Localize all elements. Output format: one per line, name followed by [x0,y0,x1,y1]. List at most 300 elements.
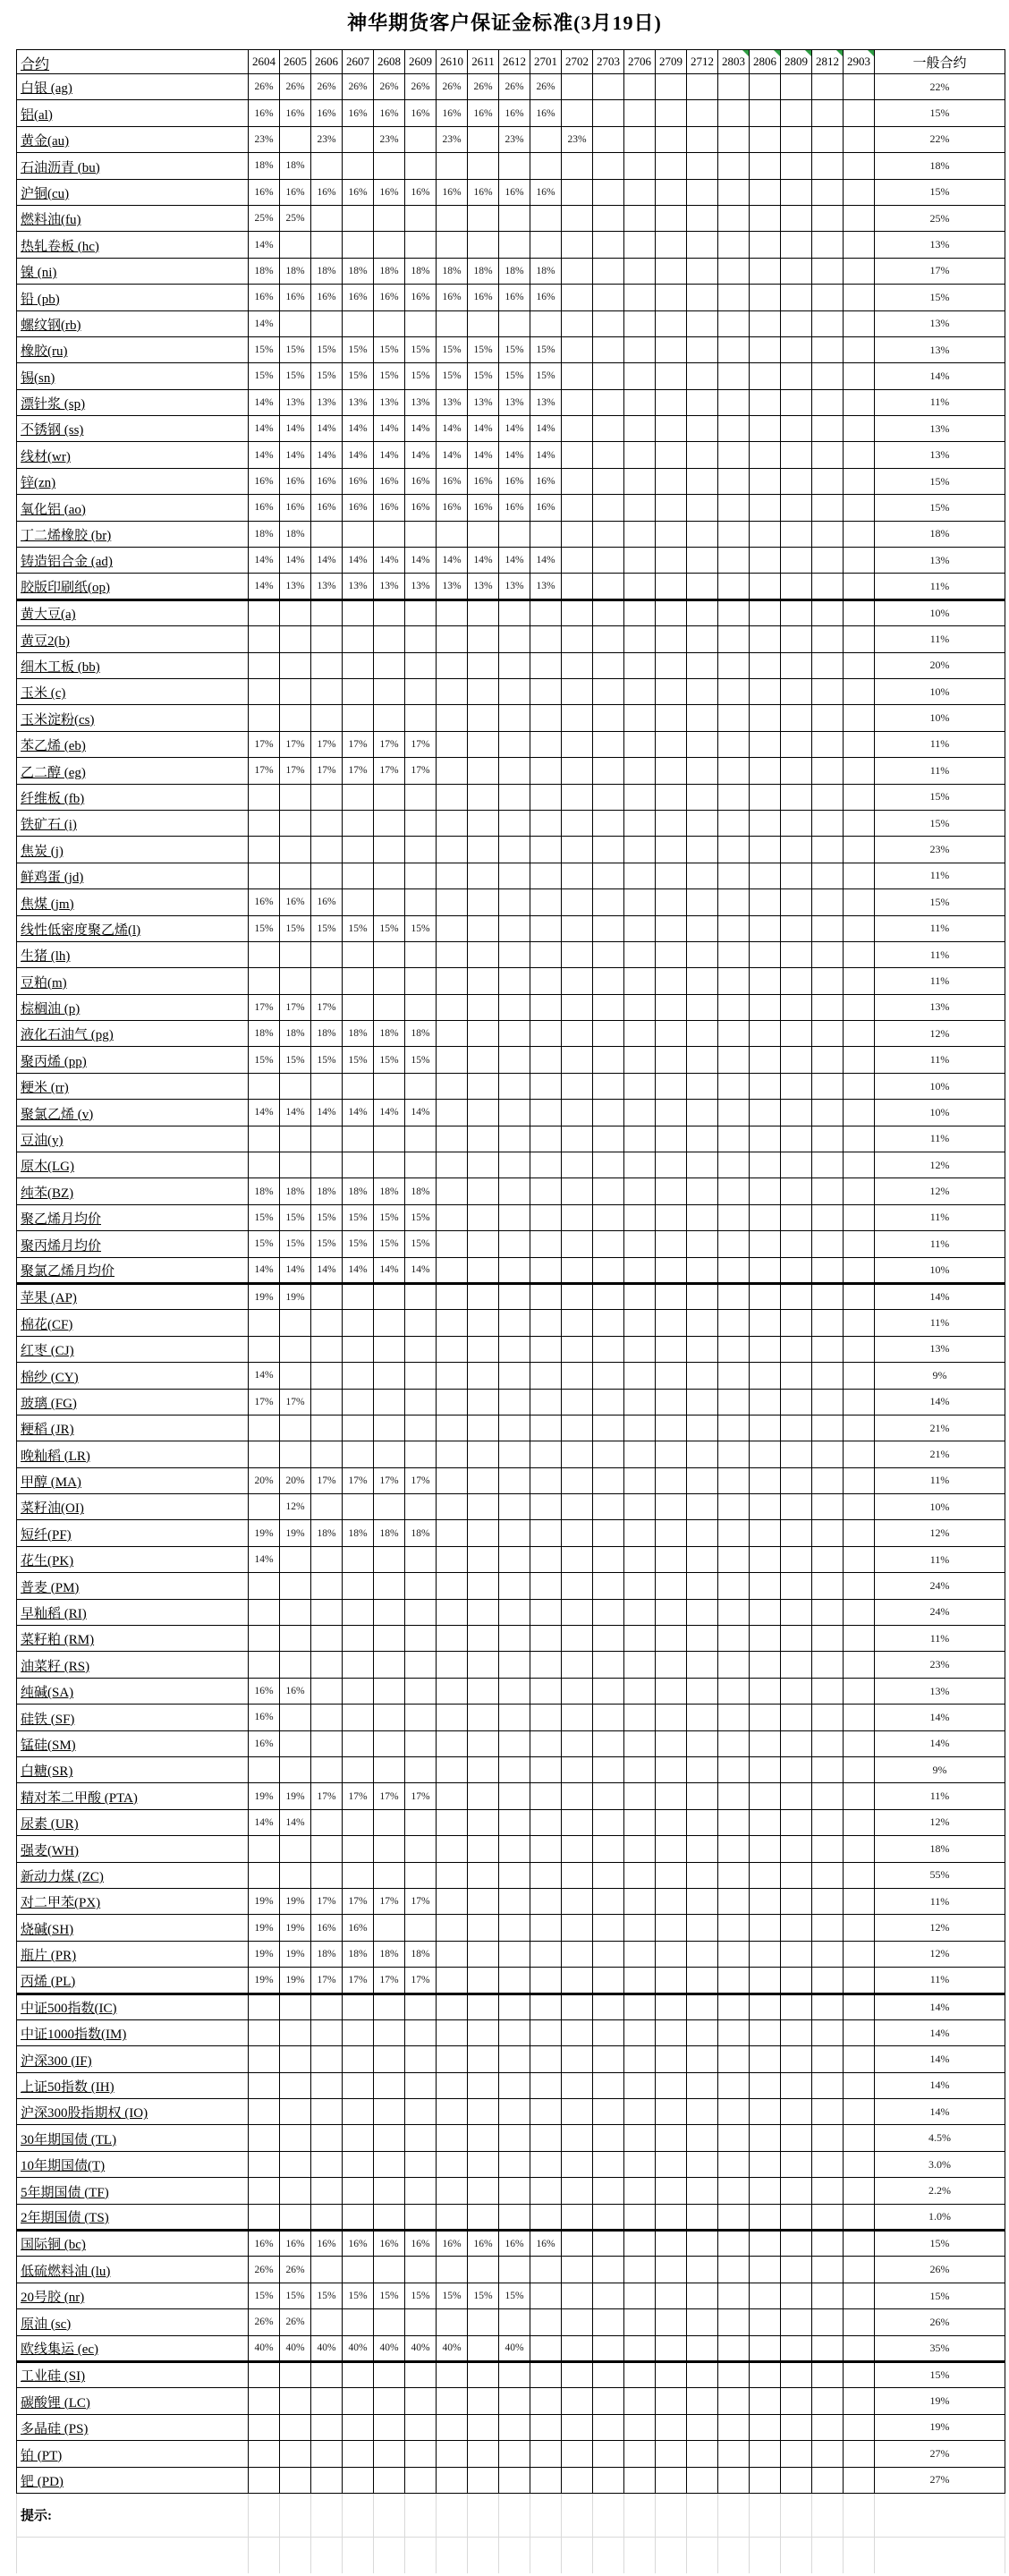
margin-rate-cell [844,1494,875,1520]
margin-rate-cell: 16% [374,495,405,521]
margin-rate-cell: 14% [405,548,437,574]
month-column-header: 2608 [374,50,405,74]
margin-rate-cell [624,574,656,599]
margin-rate-cell [624,652,656,678]
margin-rate-cell [781,2178,812,2204]
margin-rate-cell [812,1363,844,1389]
margin-rate-cell [593,310,624,336]
margin-rate-cell [280,1599,311,1625]
margin-rate-cell [750,1494,781,1520]
margin-rate-cell: 18% [405,258,437,284]
margin-rate-cell [812,1204,844,1230]
margin-rate-cell [812,495,844,521]
margin-rate-cell [687,2309,718,2335]
margin-rate-cell [530,1047,562,1073]
empty-grid-cell [374,2493,405,2537]
contract-name-cell: 30年期国债 (TL) [17,2125,249,2151]
margin-rate-cell [781,2335,812,2361]
general-margin-cell: 27% [875,2467,1005,2493]
margin-rate-cell [530,2309,562,2335]
table-row [17,1599,1005,1625]
margin-rate-cell [499,2414,530,2440]
margin-rate-cell [656,626,687,652]
margin-rate-cell [844,1310,875,1336]
margin-rate-cell [437,1021,468,1047]
margin-rate-cell [499,1546,530,1572]
margin-rate-cell: 16% [249,468,280,494]
margin-rate-cell [499,1363,530,1389]
margin-rate-cell [405,1809,437,1835]
margin-rate-cell [781,285,812,310]
table-row [17,232,1005,258]
margin-rate-cell [562,1467,593,1493]
margin-rate-cell [437,521,468,547]
margin-rate-cell [687,1652,718,1678]
general-margin-cell: 3.0% [875,2151,1005,2177]
margin-rate-cell [280,1862,311,1888]
margin-rate-cell [405,2414,437,2440]
margin-rate-cell: 15% [468,363,499,389]
margin-rate-cell [249,2414,280,2440]
margin-rate-cell [750,1836,781,1862]
general-margin-cell: 12% [875,1021,1005,1047]
margin-rate-cell [687,1573,718,1599]
margin-rate-cell: 14% [374,548,405,574]
margin-rate-cell: 19% [280,1783,311,1809]
general-margin-cell: 14% [875,2019,1005,2045]
margin-rate-cell: 19% [280,1915,311,1941]
margin-rate-cell: 17% [249,758,280,784]
margin-rate-cell: 19% [280,1888,311,1914]
margin-rate-cell [844,1994,875,2019]
margin-rate-cell [280,626,311,652]
margin-rate-cell [781,994,812,1020]
table-row [17,1283,1005,1309]
margin-rate-cell [593,1757,624,1783]
margin-rate-cell [562,941,593,967]
margin-rate-cell [593,521,624,547]
margin-rate-cell [311,1573,343,1599]
margin-rate-cell [530,2046,562,2072]
margin-rate-cell [530,2335,562,2361]
margin-rate-cell: 15% [280,1231,311,1257]
margin-rate-cell [468,2178,499,2204]
margin-rate-cell [374,678,405,704]
margin-rate-cell [593,574,624,599]
table-row [17,1888,1005,1914]
margin-rate-cell: 16% [437,179,468,205]
margin-rate-cell [687,1152,718,1178]
margin-rate-cell: 14% [468,442,499,468]
margin-rate-cell [624,2257,656,2283]
margin-rate-cell [812,863,844,888]
margin-rate-cell [781,1415,812,1441]
margin-rate-cell [437,1441,468,1467]
margin-rate-cell [750,2099,781,2125]
margin-rate-cell [718,1047,750,1073]
contract-name-cell: 原木(LG) [17,1152,249,1178]
margin-rate-cell [750,2231,781,2257]
margin-rate-cell [781,1915,812,1941]
margin-rate-cell [812,2414,844,2440]
margin-rate-cell [280,2019,311,2045]
margin-rate-cell [844,652,875,678]
margin-rate-cell: 14% [249,232,280,258]
contract-name-cell: 短纤(PF) [17,1520,249,1546]
margin-rate-cell [530,2151,562,2177]
margin-rate-cell [687,678,718,704]
general-margin-cell: 15% [875,810,1005,836]
margin-rate-cell [812,678,844,704]
margin-rate-cell [374,1730,405,1756]
margin-rate-cell [562,2099,593,2125]
margin-rate-cell [593,2441,624,2467]
margin-rate-cell: 16% [311,179,343,205]
margin-rate-cell [750,863,781,888]
margin-rate-cell: 19% [249,1520,280,1546]
margin-rate-cell: 26% [280,2309,311,2335]
margin-rate-cell [530,705,562,731]
margin-rate-cell [812,1441,844,1467]
margin-rate-cell [280,1546,311,1572]
margin-rate-cell [374,1809,405,1835]
margin-rate-cell: 14% [343,548,374,574]
margin-rate-cell [656,2441,687,2467]
margin-rate-cell [750,1415,781,1441]
margin-rate-cell: 19% [249,1283,280,1309]
margin-rate-cell [249,2441,280,2467]
margin-rate-cell [656,1678,687,1704]
margin-rate-cell [656,1546,687,1572]
margin-rate-cell [781,310,812,336]
table-row [17,205,1005,231]
margin-rate-cell: 16% [280,100,311,126]
margin-rate-cell [530,1467,562,1493]
margin-rate-cell [781,915,812,941]
margin-rate-cell [624,1862,656,1888]
margin-rate-cell [343,678,374,704]
margin-rate-cell [844,1915,875,1941]
margin-rate-cell [812,941,844,967]
margin-rate-cell [750,521,781,547]
margin-rate-cell [812,2204,844,2230]
margin-rate-cell: 18% [311,1941,343,1967]
margin-rate-cell [249,1415,280,1441]
margin-rate-cell: 16% [374,179,405,205]
margin-rate-cell [280,2046,311,2072]
margin-rate-cell: 14% [374,442,405,468]
margin-rate-cell [593,416,624,442]
contract-name-cell: 粳米 (rr) [17,1073,249,1099]
margin-rate-cell: 15% [249,336,280,362]
margin-rate-cell [656,232,687,258]
margin-rate-cell [437,810,468,836]
margin-rate-cell [624,336,656,362]
margin-rate-cell [593,1546,624,1572]
table-row [17,2072,1005,2098]
margin-rate-cell [812,1705,844,1730]
table-row [17,416,1005,442]
margin-rate-cell [343,652,374,678]
margin-rate-cell [593,2361,624,2387]
margin-rate-cell [311,1836,343,1862]
margin-rate-cell: 16% [280,285,311,310]
margin-rate-cell [812,2125,844,2151]
contract-name-cell: 黄金(au) [17,126,249,152]
margin-rate-cell [781,1467,812,1493]
margin-rate-cell [343,2414,374,2440]
margin-rate-cell [844,2467,875,2493]
margin-rate-cell [624,1363,656,1389]
general-contract-column-header: 一般合约 [875,50,1005,74]
margin-rate-cell: 16% [343,179,374,205]
margin-rate-cell [750,1652,781,1678]
margin-rate-cell [530,1599,562,1625]
margin-rate-cell [280,837,311,863]
margin-rate-cell [437,731,468,757]
margin-rate-cell: 17% [311,758,343,784]
margin-rate-cell [844,2283,875,2308]
margin-rate-cell [249,2467,280,2493]
margin-rate-cell [405,1757,437,1783]
margin-rate-cell: 15% [311,336,343,362]
margin-rate-cell [812,1626,844,1652]
margin-rate-cell [656,2467,687,2493]
table-row [17,889,1005,915]
contract-name-cell: 早籼稻 (RI) [17,1599,249,1625]
margin-rate-cell [812,1126,844,1152]
table-row [17,1441,1005,1467]
margin-rate-cell [656,1283,687,1309]
margin-rate-cell [562,2046,593,2072]
margin-rate-cell [530,678,562,704]
margin-rate-cell: 15% [311,363,343,389]
margin-rate-cell [593,1336,624,1362]
margin-rate-cell [311,1599,343,1625]
margin-rate-cell [530,2283,562,2308]
table-row [17,1415,1005,1441]
margin-rate-cell [750,968,781,994]
margin-rate-cell [499,521,530,547]
month-column-header: 2709 [656,50,687,74]
margin-rate-cell: 18% [343,258,374,284]
margin-rate-cell: 17% [343,1888,374,1914]
comment-flag-icon [868,50,874,56]
margin-rate-cell: 14% [530,442,562,468]
margin-rate-cell [656,599,687,625]
margin-rate-cell [624,2441,656,2467]
margin-rate-cell [750,416,781,442]
contract-name-cell: 铸造铝合金 (ad) [17,548,249,574]
margin-rate-cell [750,1021,781,1047]
margin-rate-cell: 15% [530,363,562,389]
margin-rate-cell [687,521,718,547]
margin-rate-cell [562,2231,593,2257]
margin-rate-cell [624,784,656,810]
margin-rate-cell [530,968,562,994]
margin-rate-cell [405,1310,437,1336]
margin-rate-cell [499,1678,530,1704]
general-margin-cell: 24% [875,1573,1005,1599]
margin-rate-cell [311,1678,343,1704]
margin-rate-cell [311,837,343,863]
margin-rate-cell [781,1968,812,1994]
margin-rate-cell [750,2361,781,2387]
margin-rate-cell [718,599,750,625]
empty-grid-cell [468,2537,499,2573]
margin-rate-cell [437,1730,468,1756]
margin-rate-cell: 16% [343,2231,374,2257]
margin-rate-cell: 14% [280,1100,311,1126]
empty-grid-cell [374,2537,405,2573]
margin-rate-cell [624,153,656,179]
contract-name-cell: 热轧卷板 (hc) [17,232,249,258]
empty-grid-cell [656,2493,687,2537]
margin-rate-cell [687,1730,718,1756]
empty-grid-cell [844,2493,875,2537]
margin-rate-cell: 15% [311,1231,343,1257]
margin-rate-cell [405,2046,437,2072]
contract-name-cell: 锰硅(SM) [17,1730,249,1756]
margin-rate-cell [844,1467,875,1493]
margin-rate-cell [781,1204,812,1230]
margin-rate-cell [750,1546,781,1572]
empty-grid-cell [343,2537,374,2573]
margin-rate-cell [374,1310,405,1336]
margin-rate-cell [562,100,593,126]
margin-rate-cell [437,1705,468,1730]
margin-rate-cell: 17% [405,1783,437,1809]
margin-rate-cell [593,442,624,468]
margin-rate-cell [656,2257,687,2283]
margin-rate-cell [781,1836,812,1862]
margin-rate-cell: 16% [405,468,437,494]
margin-rate-cell [781,1283,812,1309]
table-row [17,74,1005,100]
table-row [17,1678,1005,1704]
margin-rate-cell [562,310,593,336]
margin-rate-cell: 17% [405,731,437,757]
margin-rate-cell [718,1152,750,1178]
empty-grid-cell [17,2537,249,2573]
margin-rate-cell [718,179,750,205]
margin-rate-cell [280,2072,311,2098]
margin-rate-cell [530,599,562,625]
margin-rate-cell [718,705,750,731]
margin-rate-cell [499,810,530,836]
margin-rate-cell [468,1968,499,1994]
margin-rate-cell [844,1678,875,1704]
margin-rate-cell [781,1599,812,1625]
margin-rate-cell [656,1941,687,1967]
margin-rate-cell [499,2204,530,2230]
margin-rate-cell: 15% [405,2283,437,2308]
margin-rate-cell [405,126,437,152]
margin-rate-cell [781,652,812,678]
margin-rate-cell [718,2046,750,2072]
margin-rate-cell [499,1073,530,1099]
margin-rate-cell [311,310,343,336]
margin-rate-cell [468,126,499,152]
margin-rate-cell [562,1757,593,1783]
margin-rate-cell: 15% [280,336,311,362]
margin-rate-cell: 18% [280,258,311,284]
table-row [17,2178,1005,2204]
margin-rate-cell [593,1599,624,1625]
margin-rate-cell [687,310,718,336]
margin-rate-cell: 14% [405,416,437,442]
contract-name-cell: 细木工板 (bb) [17,652,249,678]
margin-rate-cell [530,1204,562,1230]
margin-rate-cell [343,2072,374,2098]
margin-rate-cell [530,1520,562,1546]
margin-rate-cell [812,2046,844,2072]
margin-rate-cell [593,1310,624,1336]
margin-rate-cell [781,442,812,468]
empty-grid-cell [530,2493,562,2537]
margin-rate-cell: 17% [311,1968,343,1994]
margin-rate-cell [781,100,812,126]
margin-rate-cell [249,2361,280,2387]
margin-rate-cell [343,1730,374,1756]
margin-rate-cell [499,2099,530,2125]
margin-rate-cell: 17% [374,1783,405,1809]
general-margin-cell: 11% [875,1546,1005,1572]
margin-rate-cell [624,1599,656,1625]
table-row [17,599,1005,625]
margin-rate-cell [718,1546,750,1572]
table-row [17,1809,1005,1835]
margin-rate-cell [750,1705,781,1730]
margin-rate-cell [718,1231,750,1257]
contract-name-cell: 硅铁 (SF) [17,1705,249,1730]
margin-rate-cell [530,2178,562,2204]
margin-rate-cell [718,1126,750,1152]
margin-rate-cell [593,1415,624,1441]
margin-rate-cell: 15% [343,336,374,362]
margin-rate-cell: 12% [280,1494,311,1520]
general-margin-cell: 11% [875,863,1005,888]
margin-rate-cell: 14% [280,548,311,574]
margin-rate-cell [718,1705,750,1730]
general-margin-cell: 22% [875,126,1005,152]
contract-name-cell: 锌(zn) [17,468,249,494]
margin-rate-cell: 17% [249,731,280,757]
table-row [17,784,1005,810]
margin-rate-cell: 14% [374,1100,405,1126]
margin-rate-cell [437,758,468,784]
margin-rate-cell [499,1415,530,1441]
margin-rate-cell [812,1152,844,1178]
margin-rate-cell [562,599,593,625]
margin-rate-cell: 15% [437,2283,468,2308]
margin-rate-cell [781,336,812,362]
margin-rate-cell [499,678,530,704]
margin-rate-cell: 14% [249,1546,280,1572]
margin-rate-cell [624,1152,656,1178]
month-column-header: 2702 [562,50,593,74]
margin-rate-cell: 14% [499,442,530,468]
table-row [17,915,1005,941]
empty-grid-cell [656,2537,687,2573]
general-margin-cell: 24% [875,1599,1005,1625]
margin-rate-cell [311,1126,343,1152]
margin-rate-cell [687,731,718,757]
margin-rate-cell [656,678,687,704]
margin-rate-cell: 26% [280,74,311,100]
margin-rate-cell [374,2099,405,2125]
margin-rate-cell [374,837,405,863]
